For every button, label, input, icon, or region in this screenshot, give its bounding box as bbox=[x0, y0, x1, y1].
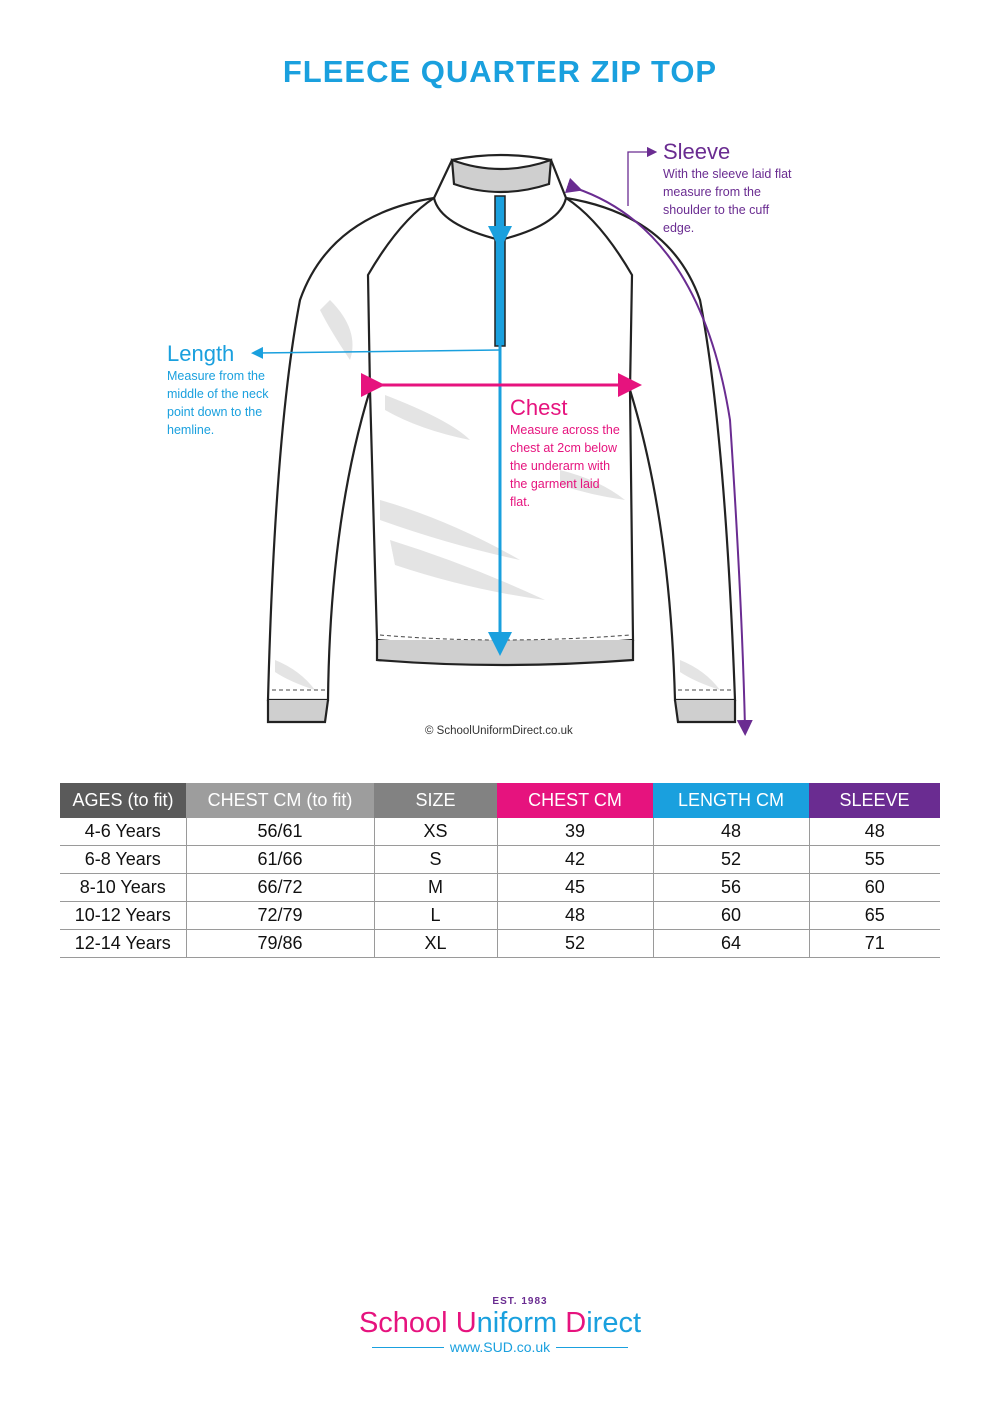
header-length-cm: LENGTH CM bbox=[653, 783, 809, 818]
cell-sleeve: 48 bbox=[809, 818, 940, 846]
cell-length-cm: 48 bbox=[653, 818, 809, 846]
cell-chest-fit: 72/79 bbox=[186, 902, 374, 930]
sleeve-instructions: With the sleeve laid flat measure from the shoulder to the cuff edge. bbox=[663, 167, 792, 235]
length-pointer-arrow bbox=[257, 350, 500, 353]
logo-word-direct-rest: irect bbox=[586, 1307, 642, 1339]
header-size: SIZE bbox=[374, 783, 497, 818]
cell-chest-cm: 42 bbox=[497, 846, 653, 874]
cell-length-cm: 52 bbox=[653, 846, 809, 874]
cell-age: 10-12 Years bbox=[60, 902, 186, 930]
sleeve-pointer-arrow bbox=[628, 152, 652, 206]
cell-chest-cm: 39 bbox=[497, 818, 653, 846]
header-chest-cm: CHEST CM bbox=[497, 783, 653, 818]
chest-instructions: Measure across the chest at 2cm below the underarm with the garment laid flat. bbox=[510, 423, 620, 509]
page-title: FLEECE QUARTER ZIP TOP bbox=[282, 54, 718, 89]
cell-length-cm: 60 bbox=[653, 902, 809, 930]
cell-length-cm: 56 bbox=[653, 874, 809, 902]
copyright-notice: © SchoolUniformDirect.co.uk bbox=[425, 725, 573, 737]
cell-age: 6-8 Years bbox=[60, 846, 186, 874]
cell-size: XL bbox=[374, 930, 497, 958]
header-ages: AGES (to fit) bbox=[60, 783, 186, 818]
logo-rule-left bbox=[372, 1347, 444, 1348]
chest-label bbox=[510, 395, 620, 511]
cell-sleeve: 65 bbox=[809, 902, 940, 930]
cell-chest-cm: 48 bbox=[497, 902, 653, 930]
cell-chest-cm: 52 bbox=[497, 930, 653, 958]
length-instructions: Measure from the middle of the neck point down to the hemline. bbox=[167, 369, 269, 437]
table-row bbox=[60, 902, 940, 930]
length-label bbox=[167, 341, 272, 439]
cell-chest-fit: 56/61 bbox=[186, 818, 374, 846]
cell-age: 8-10 Years bbox=[60, 874, 186, 902]
length-heading: Length bbox=[167, 341, 235, 366]
logo-wordmark bbox=[0, 1307, 1000, 1339]
table-row bbox=[60, 874, 940, 902]
cell-size: L bbox=[374, 902, 497, 930]
size-chart-table bbox=[60, 783, 940, 958]
table-row bbox=[60, 846, 940, 874]
logo-website bbox=[0, 1339, 1000, 1355]
sleeve-label bbox=[663, 139, 803, 237]
logo-website-url: www.SUD.co.uk bbox=[449, 1339, 551, 1355]
cell-size: S bbox=[374, 846, 497, 874]
cell-sleeve: 71 bbox=[809, 930, 940, 958]
table-row bbox=[60, 930, 940, 958]
brand-logo bbox=[0, 1296, 1000, 1355]
cell-sleeve: 55 bbox=[809, 846, 940, 874]
cell-age: 4-6 Years bbox=[60, 818, 186, 846]
cell-chest-fit: 66/72 bbox=[186, 874, 374, 902]
table-row bbox=[60, 818, 940, 846]
sleeve-heading: Sleeve bbox=[663, 139, 731, 164]
logo-word-uniform-initial: U bbox=[455, 1307, 477, 1339]
header-sleeve: SLEEVE bbox=[809, 783, 940, 818]
chest-heading: Chest bbox=[510, 395, 568, 420]
cell-sleeve: 60 bbox=[809, 874, 940, 902]
fabric-shading bbox=[275, 300, 720, 690]
cell-chest-cm: 45 bbox=[497, 874, 653, 902]
logo-word-direct-initial: D bbox=[565, 1307, 587, 1339]
cell-chest-fit: 61/66 bbox=[186, 846, 374, 874]
cell-length-cm: 64 bbox=[653, 930, 809, 958]
logo-word-school: School bbox=[358, 1307, 448, 1339]
logo-established: EST. 1983 bbox=[492, 1296, 548, 1307]
cell-age: 12-14 Years bbox=[60, 930, 186, 958]
logo-rule-right bbox=[556, 1347, 628, 1348]
cell-chest-fit: 79/86 bbox=[186, 930, 374, 958]
cell-size: M bbox=[374, 874, 497, 902]
cell-size: XS bbox=[374, 818, 497, 846]
table-header-row bbox=[60, 783, 940, 818]
logo-word-uniform-rest: niform bbox=[476, 1307, 558, 1339]
header-chest-fit: CHEST CM (to fit) bbox=[186, 783, 374, 818]
